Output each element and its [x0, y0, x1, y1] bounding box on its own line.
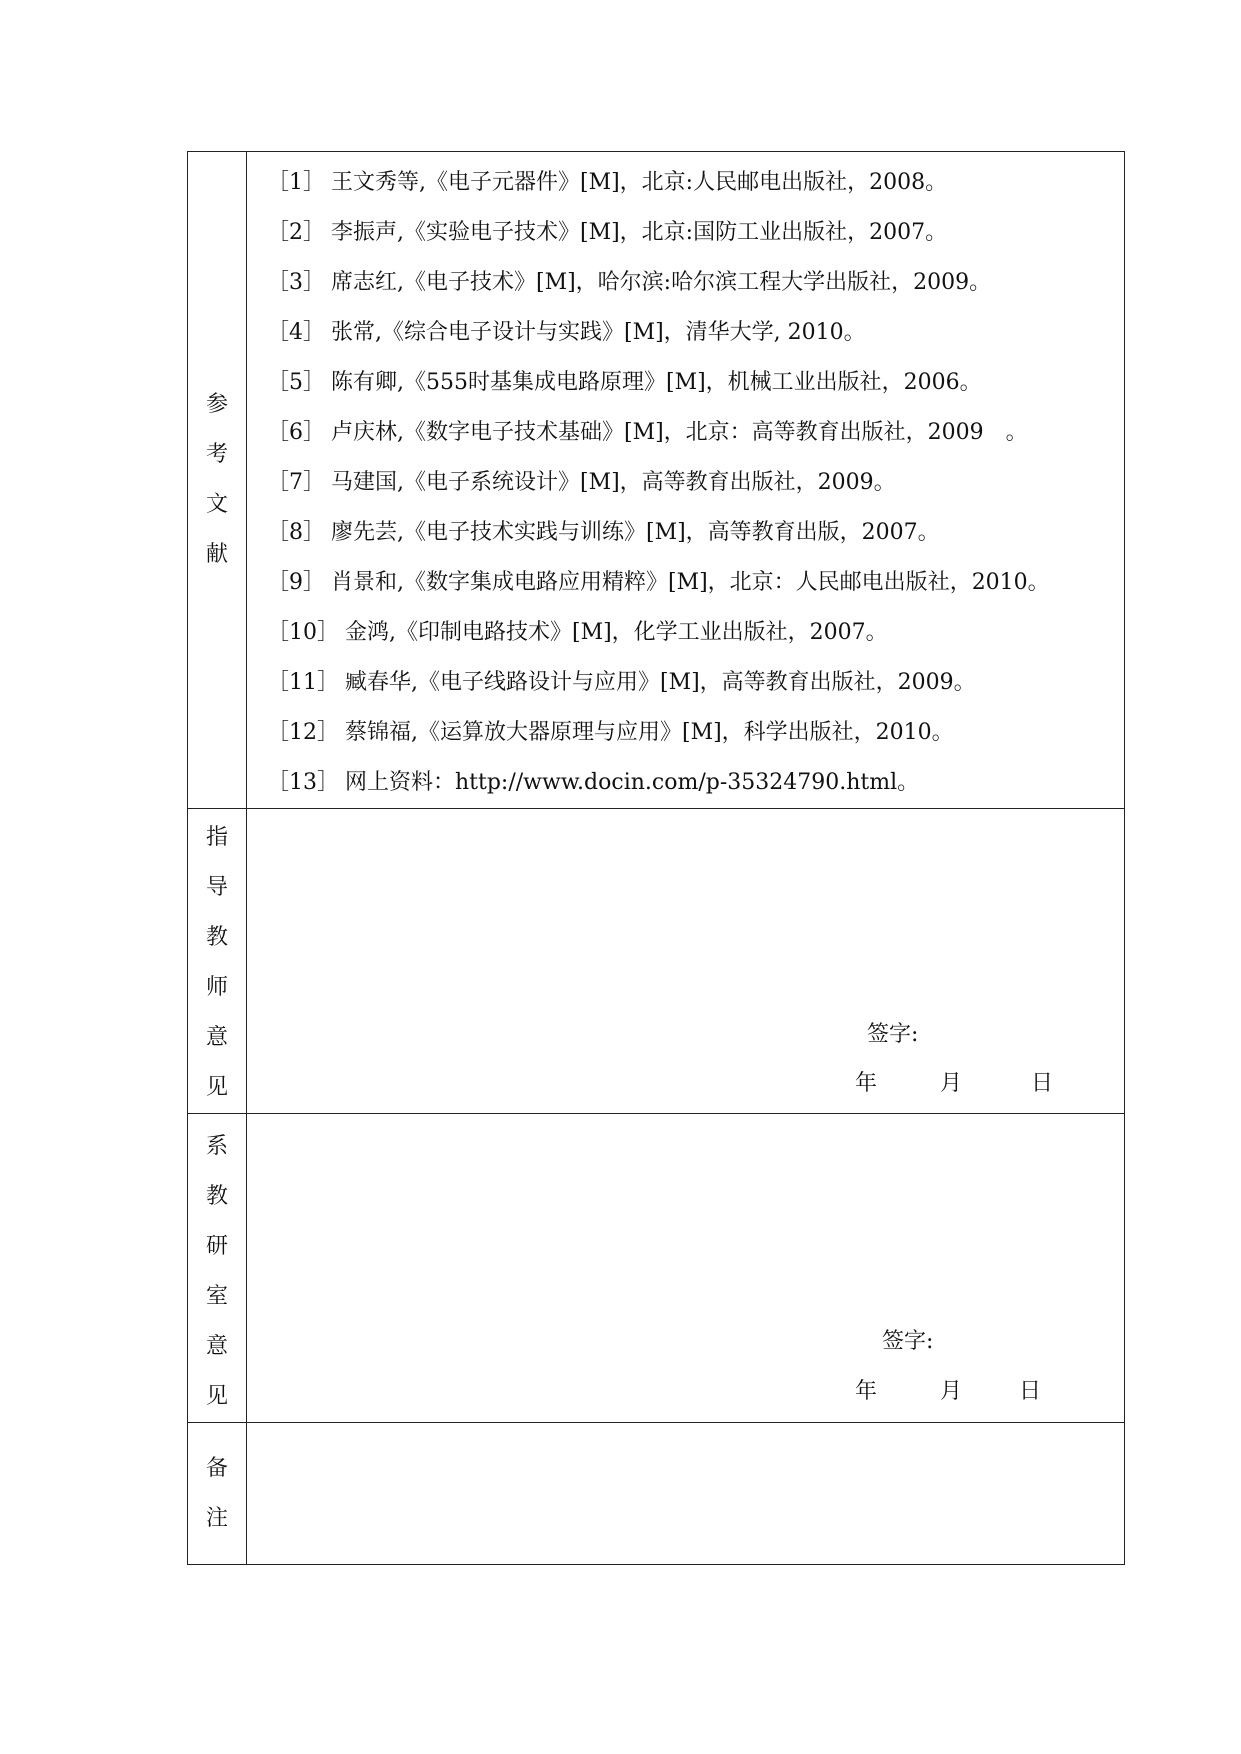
label-char: 备 [205, 1455, 228, 1481]
label-char: 意 [205, 1334, 228, 1359]
reference-item [267, 358, 1124, 408]
reference-item [267, 608, 1124, 658]
reference-number: ［6］ [267, 420, 325, 445]
advisor-label [188, 809, 246, 1113]
reference-item [267, 258, 1124, 308]
label-char: 考 [205, 442, 228, 467]
reference-item [267, 708, 1124, 758]
day-label: 日 [1031, 1071, 1054, 1096]
reference-text: 李振声,《实验电子技术》[M]，北京:国防工业出版社，2007。 [331, 220, 948, 245]
reference-number: ［10］ [267, 620, 339, 645]
reference-text: 蔡锦福,《运算放大器原理与应用》[M]，科学出版社，2010。 [345, 720, 954, 745]
label-char: 参 [205, 392, 228, 417]
reference-number: ［11］ [267, 670, 339, 695]
reference-text: 网上资料：http://www.docin.com/p-35324790.html。 [345, 770, 920, 795]
year-label: 年 [855, 1379, 878, 1404]
reference-text: 马建国,《电子系统设计》[M]，高等教育出版社，2009。 [331, 470, 896, 495]
reference-number: ［4］ [267, 320, 325, 345]
reference-number: ［7］ [267, 470, 325, 495]
label-char: 系 [205, 1134, 228, 1159]
remarks-label [188, 1444, 246, 1544]
reference-number: ［9］ [267, 570, 325, 595]
reference-text: 王文秀等,《电子元器件》[M]，北京:人民邮电出版社，2008。 [331, 170, 948, 195]
reference-item [267, 658, 1124, 708]
reference-text: 席志红,《电子技术》[M]，哈尔滨:哈尔滨工程大学出版社，2009。 [331, 270, 992, 295]
advisor-date-line [855, 1066, 1053, 1097]
references-content-cell [247, 152, 1125, 809]
advisor-label-cell [188, 809, 247, 1114]
label-char: 见 [205, 1384, 228, 1409]
reference-item [267, 308, 1124, 358]
reference-number: ［3］ [267, 270, 325, 295]
opinion-form-table [187, 151, 1125, 1565]
label-char: 意 [205, 1025, 228, 1050]
reference-item [267, 458, 1124, 508]
remarks-content-cell[interactable] [247, 1423, 1125, 1565]
label-char: 导 [205, 875, 228, 900]
reference-number: ［12］ [267, 720, 339, 745]
label-char: 见 [205, 1075, 228, 1100]
reference-item [267, 408, 1124, 458]
month-label: 月 [940, 1071, 963, 1096]
department-date-line [855, 1374, 1041, 1405]
reference-item [267, 508, 1124, 558]
day-label: 日 [1019, 1379, 1042, 1404]
department-label-cell [188, 1114, 247, 1423]
label-char: 教 [205, 925, 228, 950]
remarks-label-cell [188, 1423, 247, 1565]
department-opinion-row [188, 1114, 1125, 1423]
reference-text: 金鸿,《印制电路技术》[M]，化学工业出版社，2007。 [345, 620, 888, 645]
department-signature-label: 签字: [882, 1329, 934, 1354]
reference-text: 陈有卿,《555时基集成电路原理》[M]，机械工业出版社，2006。 [331, 370, 982, 395]
advisor-opinion-row [188, 809, 1125, 1114]
reference-item [267, 158, 1124, 208]
label-char: 文 [205, 492, 228, 517]
label-char: 室 [205, 1284, 228, 1309]
reference-item [267, 758, 1124, 808]
reference-number: ［5］ [267, 370, 325, 395]
year-label: 年 [855, 1071, 878, 1096]
label-char: 注 [205, 1505, 228, 1531]
reference-number: ［2］ [267, 220, 325, 245]
references-row [188, 152, 1125, 809]
label-char: 教 [205, 1184, 228, 1209]
label-char: 指 [205, 825, 228, 850]
reference-number: ［8］ [267, 520, 325, 545]
reference-text: 肖景和,《数字集成电路应用精粹》[M]，北京：人民邮电出版社，2010。 [331, 570, 1050, 595]
label-char: 师 [205, 975, 228, 1000]
reference-list [247, 152, 1124, 808]
reference-item [267, 208, 1124, 258]
reference-text: 张常,《综合电子设计与实践》[M]，清华大学, 2010。 [331, 320, 866, 345]
department-opinion-cell[interactable] [247, 1114, 1125, 1423]
advisor-signature-label: 签字: [867, 1022, 919, 1047]
reference-number: ［1］ [267, 170, 325, 195]
department-label [188, 1114, 246, 1422]
label-char: 献 [205, 542, 228, 567]
references-label-cell [188, 152, 247, 809]
reference-text: 臧春华,《电子线路设计与应用》[M]，高等教育出版社，2009。 [345, 670, 976, 695]
reference-item [267, 558, 1124, 608]
references-label [188, 380, 246, 580]
label-char: 研 [205, 1234, 228, 1259]
month-label: 月 [940, 1379, 963, 1404]
reference-text: 卢庆林,《数字电子技术基础》[M]，北京：高等教育出版社，2009 。 [331, 420, 1028, 445]
reference-text: 廖先芸,《电子技术实践与训练》[M]，高等教育出版，2007。 [331, 520, 940, 545]
remarks-row [188, 1423, 1125, 1565]
reference-number: ［13］ [267, 770, 339, 795]
advisor-opinion-cell[interactable] [247, 809, 1125, 1114]
